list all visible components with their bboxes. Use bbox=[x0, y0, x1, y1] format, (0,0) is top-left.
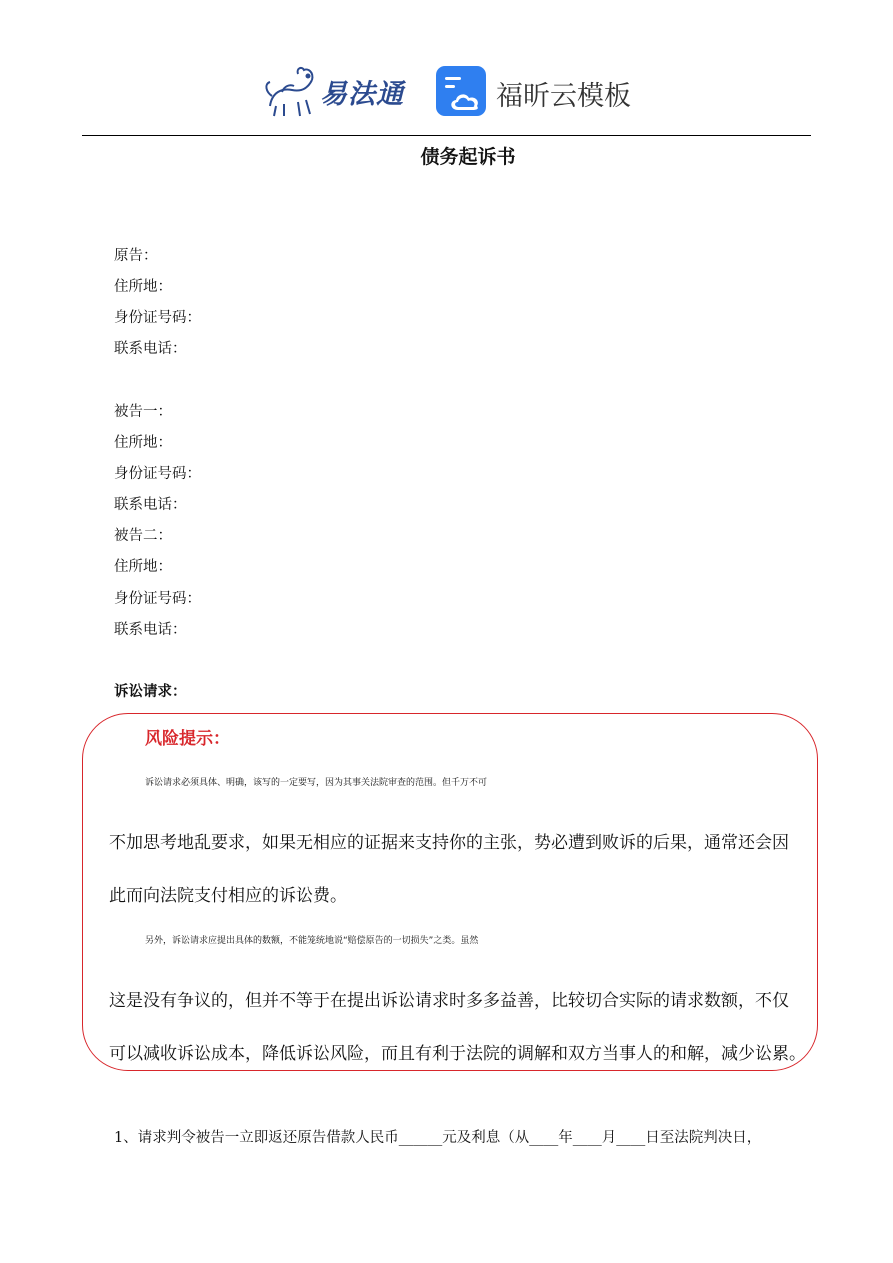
risk-notice-title: 风险提示： bbox=[145, 729, 230, 749]
plaintiff-address-label: 住所地： bbox=[114, 279, 172, 295]
claims-heading: 诉讼请求： bbox=[114, 683, 187, 700]
risk-notice-line: 这是没有争议的，但并不等于在提出诉讼请求时多多益善，比较切合实际的请求数额，不仅 bbox=[109, 991, 789, 1011]
defendant-2-address-label: 住所地： bbox=[114, 559, 172, 575]
risk-notice-line: 诉讼请求必须具体、明确，该写的一定要写，因为其事关法院审查的范围。但千万不可 bbox=[145, 778, 488, 788]
defendant-1-phone-label: 联系电话： bbox=[114, 497, 187, 513]
plaintiff-phone-label: 联系电话： bbox=[114, 341, 187, 357]
foxit-cloud-template-logo bbox=[436, 64, 636, 118]
yifatong-logo-text: 易法通 bbox=[320, 79, 404, 110]
defendant-1-address-label: 住所地： bbox=[114, 435, 172, 451]
plaintiff-id-label: 身份证号码： bbox=[114, 310, 201, 326]
qilin-logo-icon bbox=[262, 62, 322, 118]
header-logos bbox=[0, 62, 893, 122]
risk-notice-line: 不加思考地乱要求，如果无相应的证据来支持你的主张，势必遭到败诉的后果，通常还会因 bbox=[109, 833, 789, 853]
defendant-1-label: 被告一： bbox=[114, 404, 172, 420]
yifatong-logo bbox=[262, 62, 412, 118]
defendant-2-id-label: 身份证号码： bbox=[114, 591, 201, 607]
risk-notice-line: 此而向法院支付相应的诉讼费。 bbox=[109, 886, 347, 906]
defendant-2-label: 被告二： bbox=[114, 528, 172, 544]
risk-notice-line: 另外，诉讼请求应提出具体的数额，不能笼统地说“赔偿原告的一切损失”之类。虽然 bbox=[145, 936, 479, 946]
defendant-1-id-label: 身份证号码： bbox=[114, 466, 201, 482]
header-divider bbox=[82, 135, 811, 136]
claim-item-1: 1、请求判令被告一立即返还原告借款人民币______元及利息（从____年____月____日至法院判决日， bbox=[114, 1130, 762, 1146]
risk-notice-line: 可以减收诉讼成本，降低诉讼风险，而且有利于法院的调解和双方当事人的和解，减少讼累。 bbox=[109, 1044, 806, 1064]
plaintiff-label: 原告： bbox=[114, 248, 158, 264]
cloud-document-icon bbox=[436, 66, 486, 116]
foxit-cloud-template-text: 福昕云模板 bbox=[496, 81, 631, 112]
document-title: 债务起诉书 bbox=[420, 146, 516, 168]
defendant-2-phone-label: 联系电话： bbox=[114, 622, 187, 638]
